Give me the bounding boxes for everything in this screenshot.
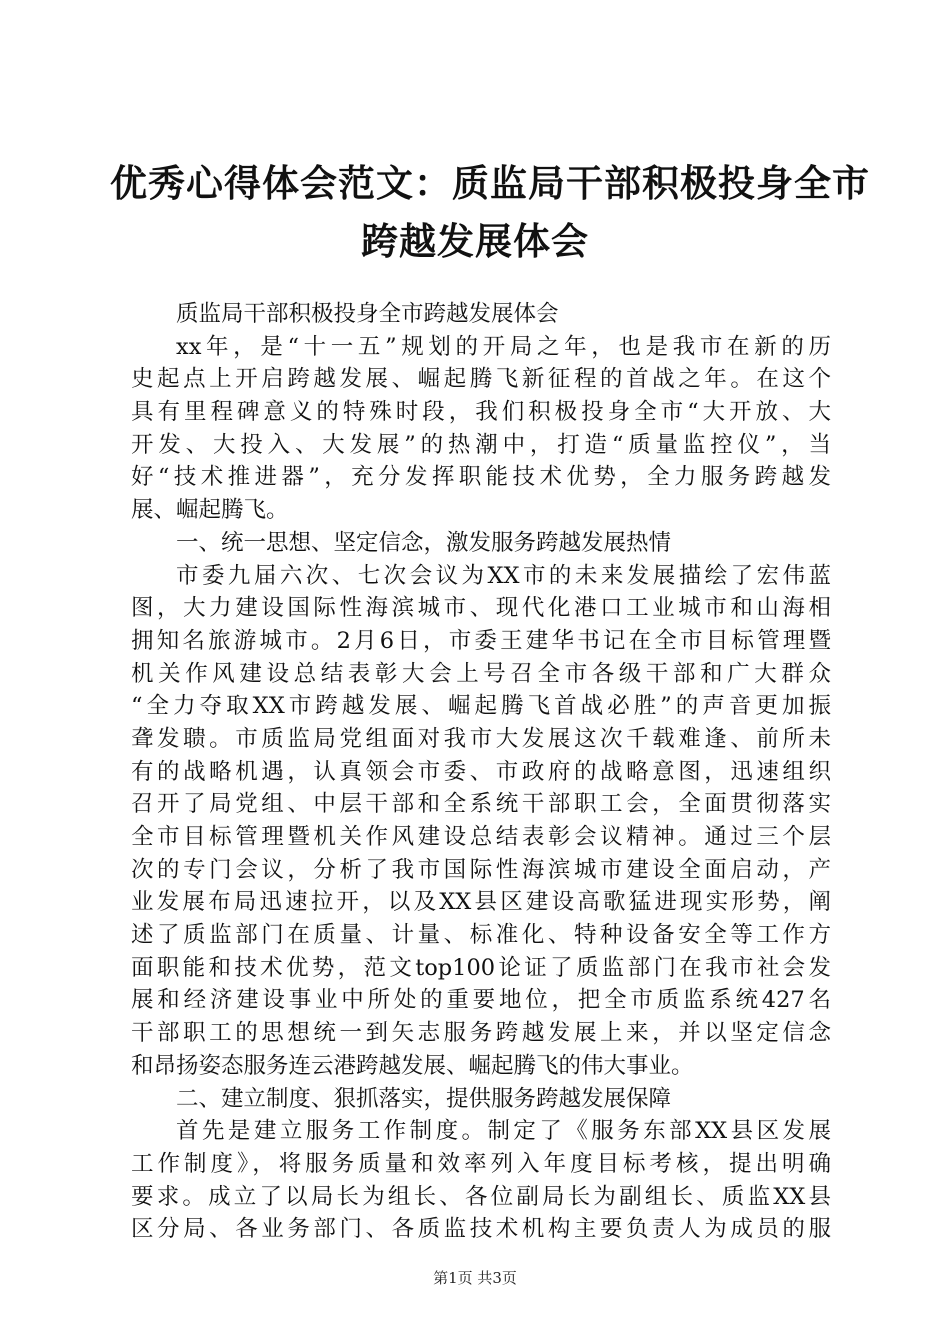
paragraph-line: 次的专门会议，分析了我市国际性海滨城市建设全面启动，产 [131, 856, 831, 883]
section-heading: 二、建立制度、狠抓落实，提供服务跨越发展保障 [176, 1085, 672, 1112]
paragraph-line: 首先是建立服务工作制度。制定了《服务东部XX县区发展 [176, 1118, 831, 1145]
paragraph-line: 干部职工的思想统一到矢志服务跨越发展上来，并以坚定信念 [131, 1020, 831, 1047]
paragraph-line: 拥知名旅游城市。2月6日，市委王建华书记在全市目标管理暨 [131, 627, 831, 654]
paragraph-line: 面职能和技术优势，范文top100论证了质监部门在我市社会发 [131, 954, 831, 981]
paragraph-line: 述了质监部门在质量、计量、标准化、特种设备安全等工作方 [131, 922, 831, 949]
paragraph-line: “全力夺取XX市跨越发展、崛起腾飞首战必胜”的声音更加振 [131, 693, 831, 720]
paragraph-line: 展、崛起腾飞。 [131, 497, 289, 524]
document-title-line-2: 跨越发展体会 [361, 219, 589, 263]
document-title-line-1: 优秀心得体会范文：质监局干部积极投身全市 [110, 161, 870, 205]
paragraph-line: 区分局、各业务部门、各质监技术机构主要负责人为成员的服 [131, 1216, 831, 1243]
paragraph-line: 市委九届六次、七次会议为XX市的未来发展描绘了宏伟蓝 [176, 562, 831, 589]
document-body [131, 298, 831, 1246]
page-number-footer: 第1页 共3页 [433, 1269, 517, 1287]
paragraph-line: 开发、大投入、大发展”的热潮中，打造“质量监控仪”，当 [131, 431, 831, 458]
section-heading: 一、统一思想、坚定信念，激发服务跨越发展热情 [176, 529, 672, 556]
paragraph-line: 史起点上开启跨越发展、崛起腾飞新征程的首战之年。在这个 [131, 366, 831, 393]
paragraph-line: 工作制度》，将服务质量和效率列入年度目标考核，提出明确 [131, 1150, 831, 1177]
paragraph-line: 召开了局党组、中层干部和全系统干部职工会，全面贯彻落实 [131, 791, 831, 818]
paragraph-line: xx年，是“十一五”规划的开局之年，也是我市在新的历 [176, 333, 831, 360]
paragraph-line: 图，大力建设国际性海滨城市、现代化港口工业城市和山海相 [131, 595, 831, 622]
paragraph-line: 业发展布局迅速拉开，以及XX县区建设高歌猛进现实形势，阐 [131, 889, 831, 916]
paragraph-line: 有的战略机遇，认真领会市委、市政府的战略意图，迅速组织 [131, 758, 831, 785]
paragraph-line: 机关作风建设总结表彰大会上号召全市各级干部和广大群众 [131, 660, 831, 687]
paragraph-line: 具有里程碑意义的特殊时段，我们积极投身全市“大开放、大 [131, 399, 831, 426]
paragraph-line: 要求。成立了以局长为组长、各位副局长为副组长、质监XX县 [131, 1183, 831, 1210]
subtitle-line: 质监局干部积极投身全市跨越发展体会 [176, 301, 559, 327]
paragraph-line: 展和经济建设事业中所处的重要地位，把全市质监系统427名 [131, 987, 831, 1014]
paragraph-line: 和昂扬姿态服务连云港跨越发展、崛起腾飞的伟大事业。 [131, 1052, 694, 1079]
paragraph-line: 好“技术推进器”，充分发挥职能技术优势，全力服务跨越发 [131, 464, 831, 491]
paragraph-line: 全市目标管理暨机关作风建设总结表彰会议精神。通过三个层 [131, 824, 831, 850]
paragraph-line: 聋发聩。市质监局党组面对我市大发展这次千载难逢、前所未 [131, 725, 831, 752]
